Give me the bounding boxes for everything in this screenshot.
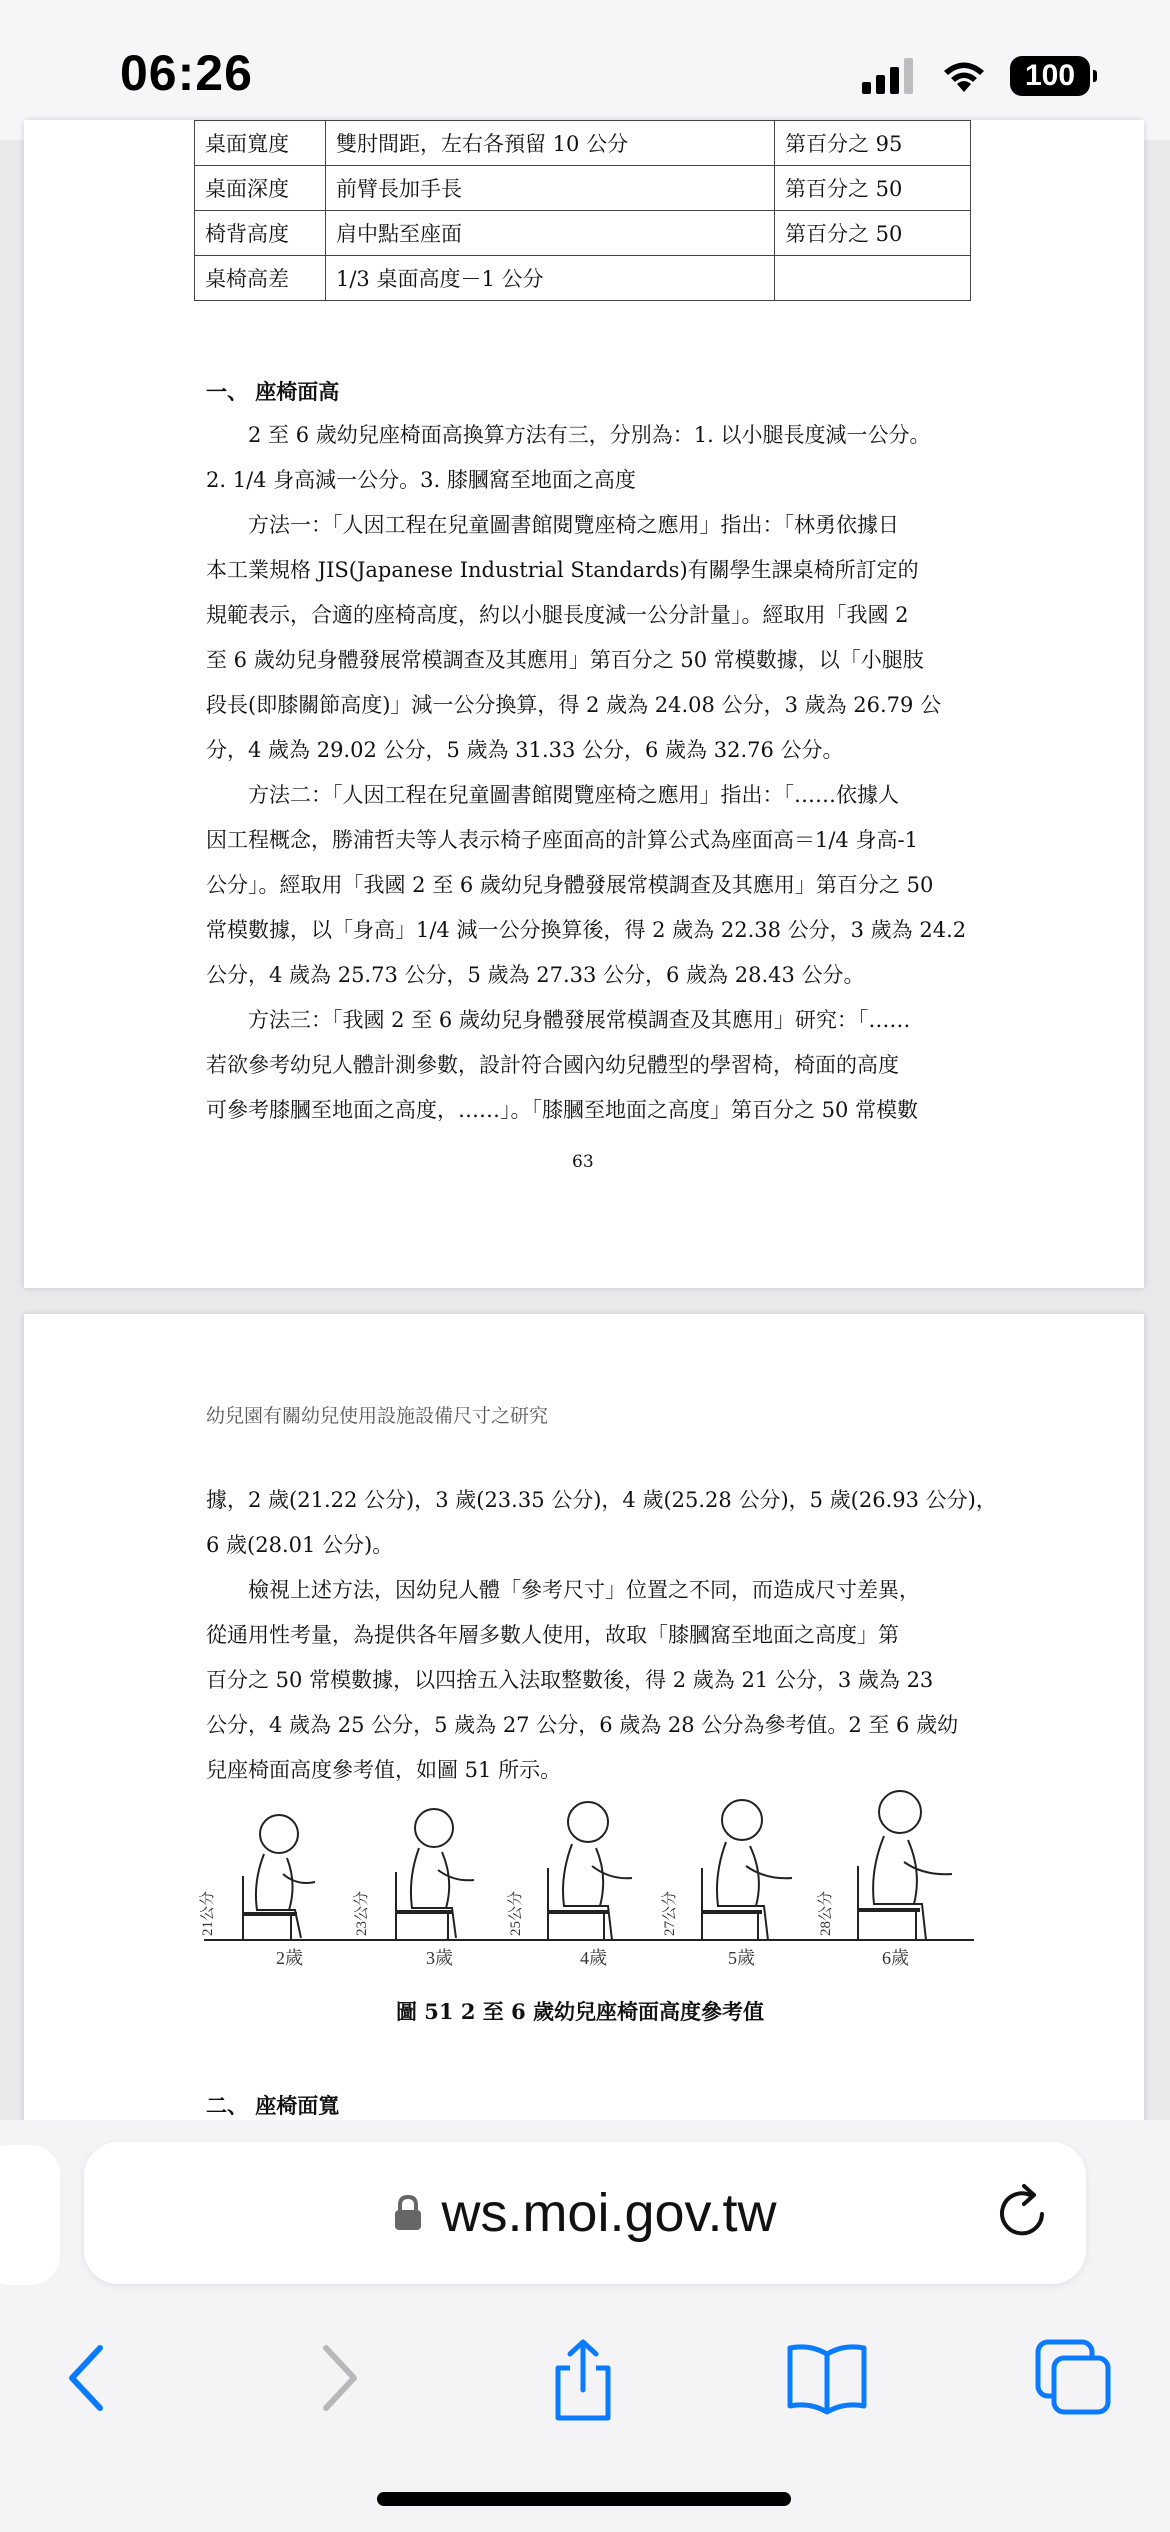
body-line: 方法三：「我國 2 至 6 歲幼兒身體發展常模調查及其應用」研究：「……: [206, 1008, 911, 1032]
table-row: [195, 121, 971, 166]
section-heading: 一、 座椅面高: [206, 379, 340, 404]
table-cell: 前臂長加手長: [326, 166, 775, 211]
table-cell: 雙肘間距，左右各預留 10 公分: [326, 121, 775, 166]
height-label: 25公分: [508, 1890, 524, 1936]
table-cell: 肩中點至座面: [326, 211, 775, 256]
body-line: 分，4 歲為 29.02 公分，5 歲為 31.33 公分，6 歲為 32.76 公分。: [206, 738, 844, 762]
pdf-page-63: [24, 120, 1144, 1288]
forward-button[interactable]: [314, 2338, 364, 2418]
table-cell: 第百分之 50: [775, 211, 971, 256]
browser-toolbar: [0, 2320, 1170, 2440]
body-line: 方法一：「人因工程在兒童圖書館閱覽座椅之應用」指出：「林勇依據日: [206, 513, 899, 537]
previous-tab-edge[interactable]: [0, 2145, 60, 2285]
body-line: 公分」。經取用「我國 2 至 6 歲幼兒身體發展常模調查及其應用」第百分之 50: [206, 873, 934, 897]
figure-caption: 圖 51 2 至 6 歲幼兒座椅面高度參考值: [396, 1999, 765, 2024]
height-label: 28公分: [818, 1890, 834, 1936]
body-line: 公分，4 歲為 25.73 公分，5 歲為 27.33 公分，6 歲為 28.43 公分。: [206, 963, 865, 987]
body-line: 段長(即膝關節高度)」減一公分換算，得 2 歲為 24.08 公分，3 歲為 26.79 公: [206, 693, 942, 717]
body-line: 2 至 6 歲幼兒座椅面高換算方法有三，分別為：1. 以小腿長度減一公分。: [206, 423, 931, 447]
page-number: 63: [572, 1152, 594, 1172]
table-cell: 第百分之 50: [775, 166, 971, 211]
url-display[interactable]: [84, 2142, 1086, 2284]
body-line: 公分，4 歲為 25 公分，5 歲為 27 公分，6 歲為 28 公分為參考值。2 至 6 歲幼: [206, 1713, 959, 1737]
cellular-signal-icon: [862, 58, 918, 94]
home-indicator: [377, 2492, 791, 2506]
child-figure-3yr: [396, 1809, 474, 1940]
table-row: [195, 211, 971, 256]
table-row: [195, 166, 971, 211]
body-line: 從通用性考量，為提供各年層多數人使用，故取「膝膕窩至地面之高度」第: [206, 1623, 899, 1647]
body-line: 兒座椅面高度參考值，如圖 51 所示。: [206, 1758, 562, 1782]
height-label: 23公分: [354, 1890, 370, 1936]
seated-children-figure: [200, 1802, 994, 1992]
child-figure-2yr: [243, 1815, 315, 1940]
status-time: 06:26: [120, 45, 253, 101]
table-cell: 桌面寬度: [195, 121, 326, 166]
battery-icon: 100: [1010, 56, 1090, 96]
body-line: 因工程概念，勝浦哲夫等人表示椅子座面高的計算公式為座面高＝1/4 身高-1: [206, 828, 918, 852]
body-line: 方法二：「人因工程在兒童圖書館閱覽座椅之應用」指出：「……依據人: [206, 783, 899, 807]
age-label: 2歲: [276, 1948, 303, 1968]
child-figure-5yr: [702, 1800, 792, 1940]
table-cell: [775, 256, 971, 301]
body-line: 據，2 歲(21.22 公分)，3 歲(23.35 公分)，4 歲(25.28 公分)，5 歲(26.93 公分)，: [206, 1488, 997, 1512]
body-line: 至 6 歲幼兒身體發展常模調查及其應用」第百分之 50 常模數據，以「小腿肢: [206, 648, 924, 672]
lock-icon: [393, 2194, 423, 2232]
table-cell: 第百分之 95: [775, 121, 971, 166]
child-figure-6yr: [858, 1791, 952, 1940]
dimension-table: [194, 120, 971, 301]
body-line: 6 歲(28.01 公分)。: [206, 1533, 394, 1557]
body-line: 2. 1/4 身高減一公分。3. 膝膕窩至地面之高度: [206, 468, 636, 492]
section-heading: 二、 座椅面寬: [206, 2093, 340, 2118]
share-icon[interactable]: [548, 2338, 618, 2422]
wifi-icon: [940, 58, 988, 94]
table-cell: 椅背高度: [195, 211, 326, 256]
body-line: 規範表示，合適的座椅高度，約以小腿長度減一公分計量」。經取用「我國 2: [206, 603, 909, 627]
table-cell: 桌椅高差: [195, 256, 326, 301]
reload-icon[interactable]: [994, 2180, 1054, 2244]
url-text: ws.moi.gov.tw: [441, 2183, 777, 2243]
age-label: 3歲: [426, 1948, 453, 1968]
body-line: 本工業規格 JIS(Japanese Industrial Standards)有關學生課桌椅所訂定的: [206, 558, 919, 582]
pdf-page-64: [24, 1314, 1144, 2164]
age-label: 4歲: [580, 1948, 607, 1968]
height-label: 27公分: [662, 1890, 678, 1936]
age-label: 5歲: [728, 1948, 755, 1968]
age-label: 6歲: [882, 1948, 909, 1968]
table-cell: 1/3 桌面高度－1 公分: [326, 256, 775, 301]
table-cell: 桌面深度: [195, 166, 326, 211]
body-line: 常模數據，以「身高」1/4 減一公分換算後，得 2 歲為 22.38 公分，3 歲為 24.2: [206, 918, 967, 942]
status-icons: [862, 56, 1090, 96]
height-label: 21公分: [200, 1890, 216, 1936]
body-line: 檢視上述方法，因幼兒人體「參考尺寸」位置之不同，而造成尺寸差異，: [206, 1578, 920, 1602]
body-line: 若欲參考幼兒人體計測參數，設計符合國內幼兒體型的學習椅，椅面的高度: [206, 1053, 899, 1077]
body-line: 可參考膝膕至地面之高度，……」。「膝膕至地面之高度」第百分之 50 常模數: [206, 1098, 919, 1122]
tabs-icon[interactable]: [1034, 2338, 1114, 2418]
status-bar: [0, 0, 1170, 140]
running-head: 幼兒園有關幼兒使用設施設備尺寸之研究: [206, 1405, 549, 1427]
child-figure-4yr: [548, 1802, 632, 1940]
body-line: 百分之 50 常模數據，以四捨五入法取整數後，得 2 歲為 21 公分，3 歲為 23: [206, 1668, 934, 1692]
table-row: [195, 256, 971, 301]
browser-bottom-bar: [0, 2120, 1170, 2532]
back-button[interactable]: [62, 2338, 112, 2418]
pdf-viewer[interactable]: [0, 132, 1170, 2120]
address-bar[interactable]: [84, 2142, 1086, 2284]
bookmarks-icon[interactable]: [784, 2338, 870, 2418]
